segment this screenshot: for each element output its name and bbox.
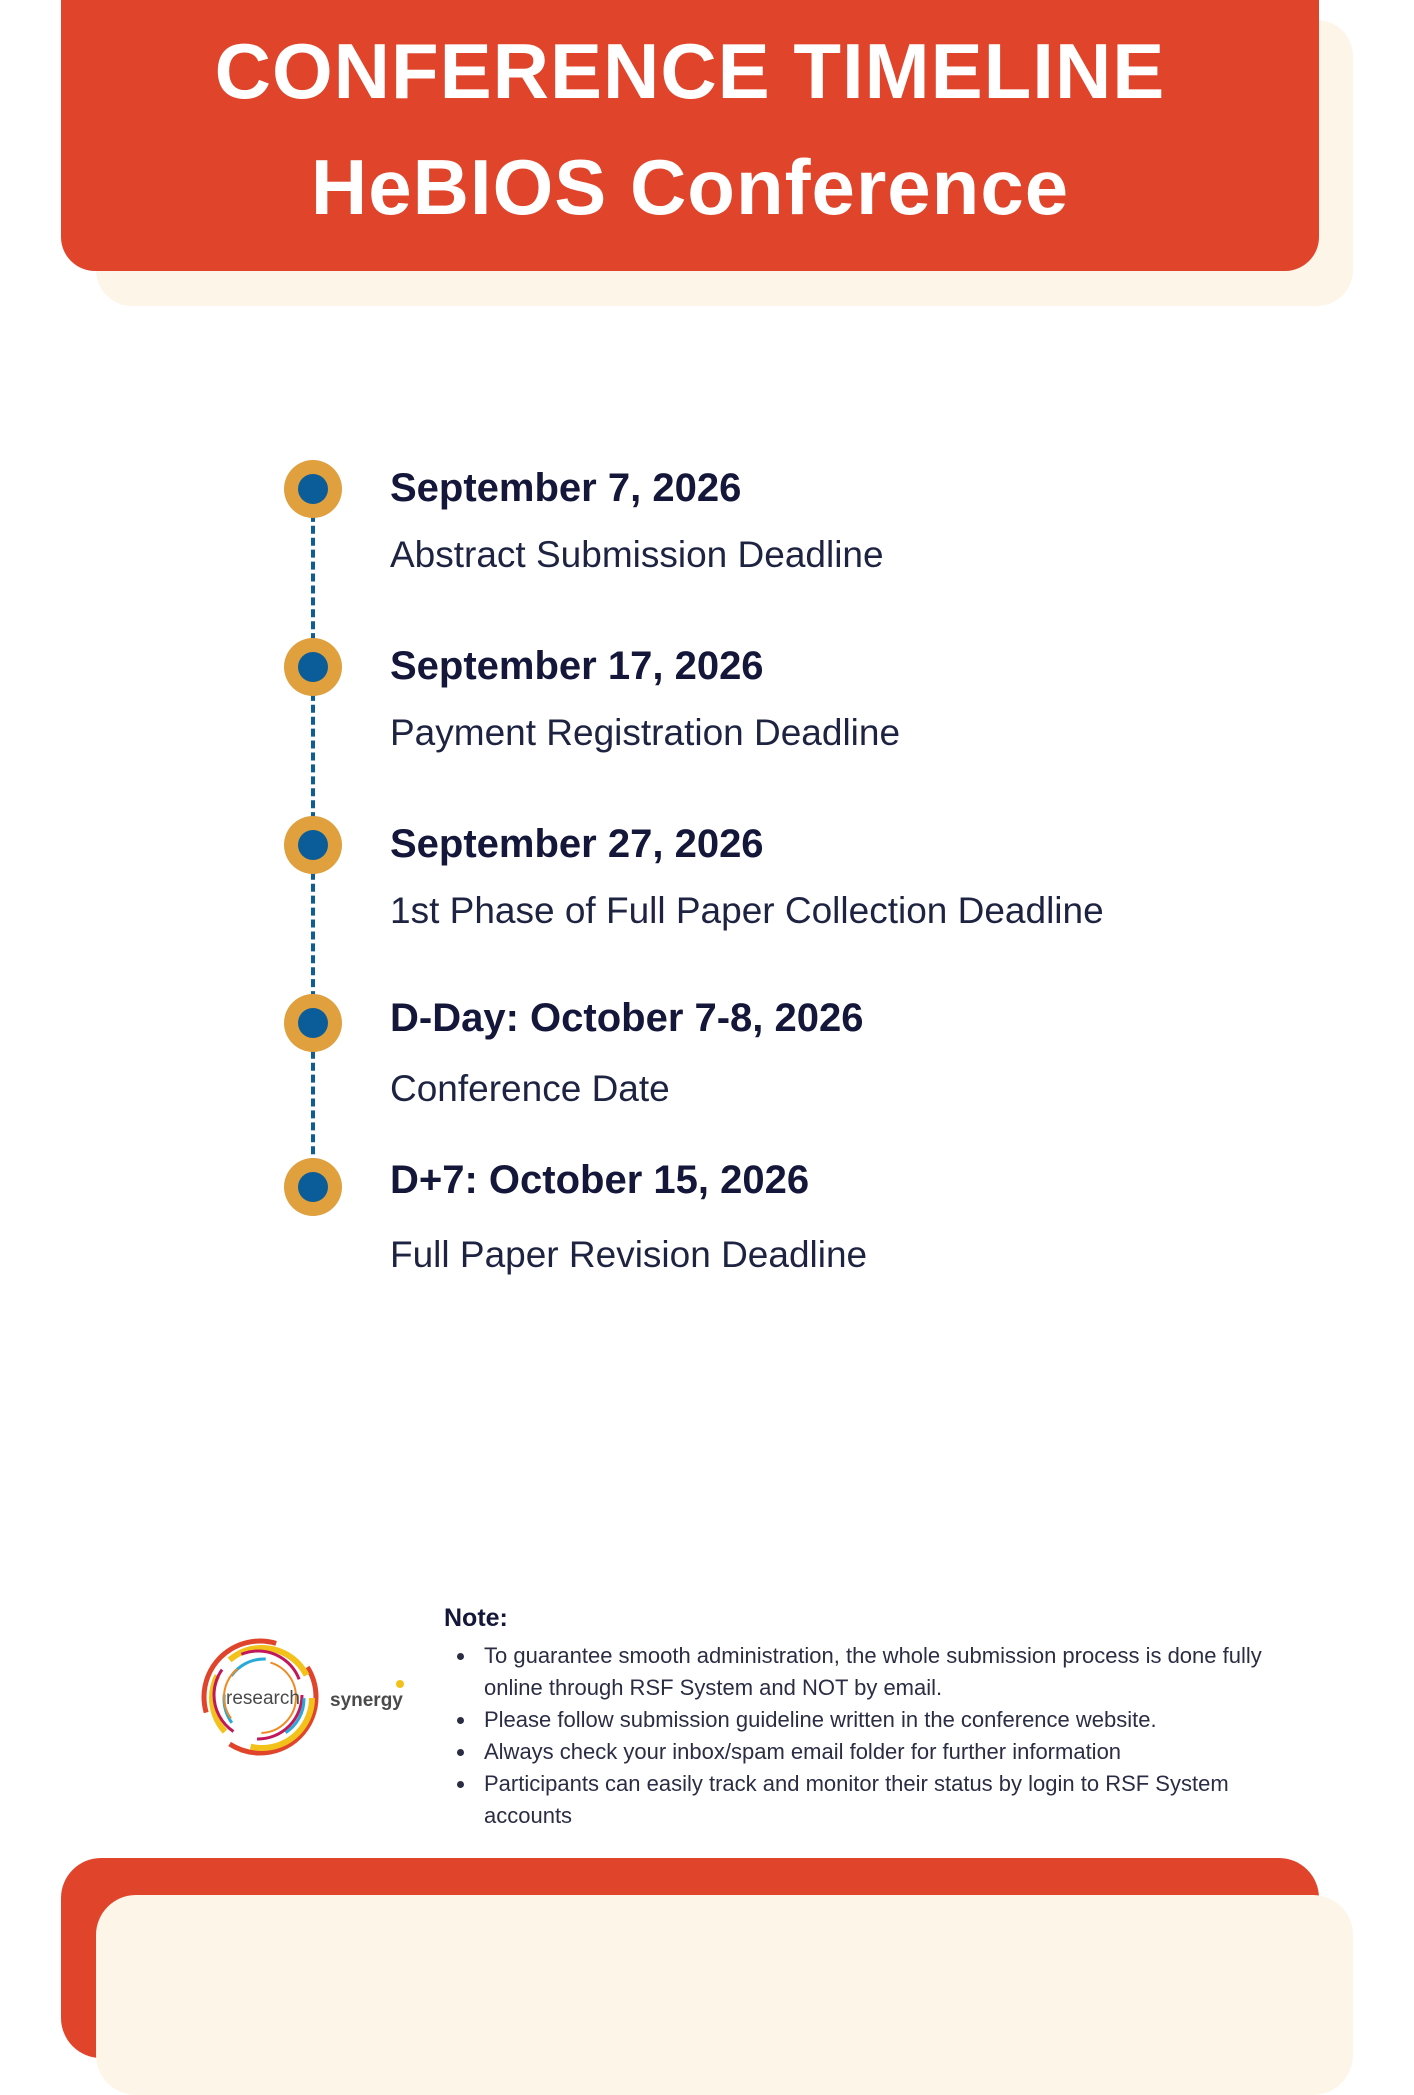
research-synergy-logo xyxy=(196,1632,408,1762)
note-item: Please follow submission guideline written in the conference website. xyxy=(484,1704,1274,1736)
event-description: Conference Date xyxy=(390,1068,670,1109)
note-item: Always check your inbox/spam email folder for further information xyxy=(484,1736,1274,1768)
logo-word-synergy: synergy xyxy=(330,1690,403,1711)
event-date: D-Day: October 7-8, 2026 xyxy=(390,996,864,1040)
page-title: CONFERENCE TIMELINE xyxy=(214,27,1166,115)
timeline-event xyxy=(0,638,1414,788)
event-description: Abstract Submission Deadline xyxy=(390,534,884,575)
timeline-dot-icon xyxy=(284,816,342,874)
note-item: To guarantee smooth administration, the whole submission process is done fully online through RSF System and NOT by email. xyxy=(484,1640,1274,1704)
note-list xyxy=(444,1640,1274,1832)
event-date: September 7, 2026 xyxy=(390,466,742,510)
event-date: D+7: October 15, 2026 xyxy=(390,1158,810,1202)
conference-name: HeBIOS Conference xyxy=(310,143,1070,231)
event-description: Full Paper Revision Deadline xyxy=(390,1234,868,1275)
timeline-event xyxy=(0,1154,1414,1304)
event-description: 1st Phase of Full Paper Collection Deadline xyxy=(390,890,1104,931)
event-description: Payment Registration Deadline xyxy=(390,712,901,753)
timeline-dot-icon xyxy=(284,994,342,1052)
event-date: September 17, 2026 xyxy=(390,644,764,688)
timeline-dot-icon xyxy=(284,460,342,518)
timeline-dot-icon xyxy=(284,1158,342,1216)
timeline-event xyxy=(0,994,1414,1144)
note-item: Participants can easily track and monitor their status by login to RSF System accounts xyxy=(484,1768,1274,1832)
footer-panel xyxy=(96,1895,1353,2095)
timeline-event xyxy=(0,816,1414,966)
note-title: Note: xyxy=(444,1604,508,1632)
timeline-dot-icon xyxy=(284,638,342,696)
event-date: September 27, 2026 xyxy=(390,822,764,866)
timeline-event xyxy=(0,460,1414,610)
logo-word-research: research xyxy=(226,1688,300,1709)
header-banner xyxy=(61,0,1319,271)
